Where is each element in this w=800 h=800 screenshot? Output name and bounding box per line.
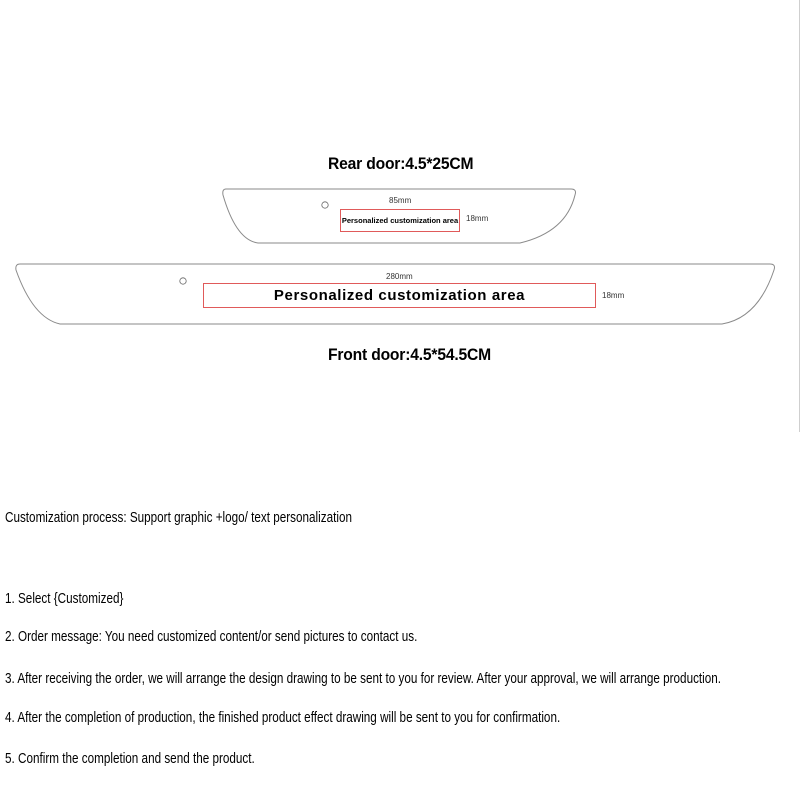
front-area-label: Personalized customization area (273, 287, 526, 304)
front-door-title: Front door:4.5*54.5CM (328, 345, 491, 364)
rear-customization-area (340, 209, 460, 232)
front-height-dimension: 18mm (602, 291, 625, 300)
process-intro: Customization process: Support graphic +logo/ text personalization (5, 509, 352, 526)
rear-door-title: Rear door:4.5*25CM (328, 154, 474, 173)
process-step-1: 1. Select {Customized} (5, 590, 124, 607)
rear-width-dimension: 85mm (389, 196, 412, 205)
rear-plate-hole (322, 202, 328, 208)
rear-height-dimension: 18mm (466, 214, 489, 223)
process-step-4: 4. After the completion of production, the finished product effect drawing will be sent to you for confirmation. (5, 709, 561, 726)
process-step-5: 5. Confirm the completion and send the product. (5, 750, 255, 767)
front-customization-area (203, 283, 596, 308)
front-plate-hole (180, 278, 186, 284)
front-width-dimension: 280mm (386, 272, 413, 281)
process-step-2: 2. Order message: You need customized content/or send pictures to contact us. (5, 628, 418, 645)
rear-area-label: Personalized customization area (341, 216, 459, 225)
process-step-3: 3. After receiving the order, we will arrange the design drawing to be sent to you for review. After your approval, we will arrange production. (5, 670, 722, 687)
